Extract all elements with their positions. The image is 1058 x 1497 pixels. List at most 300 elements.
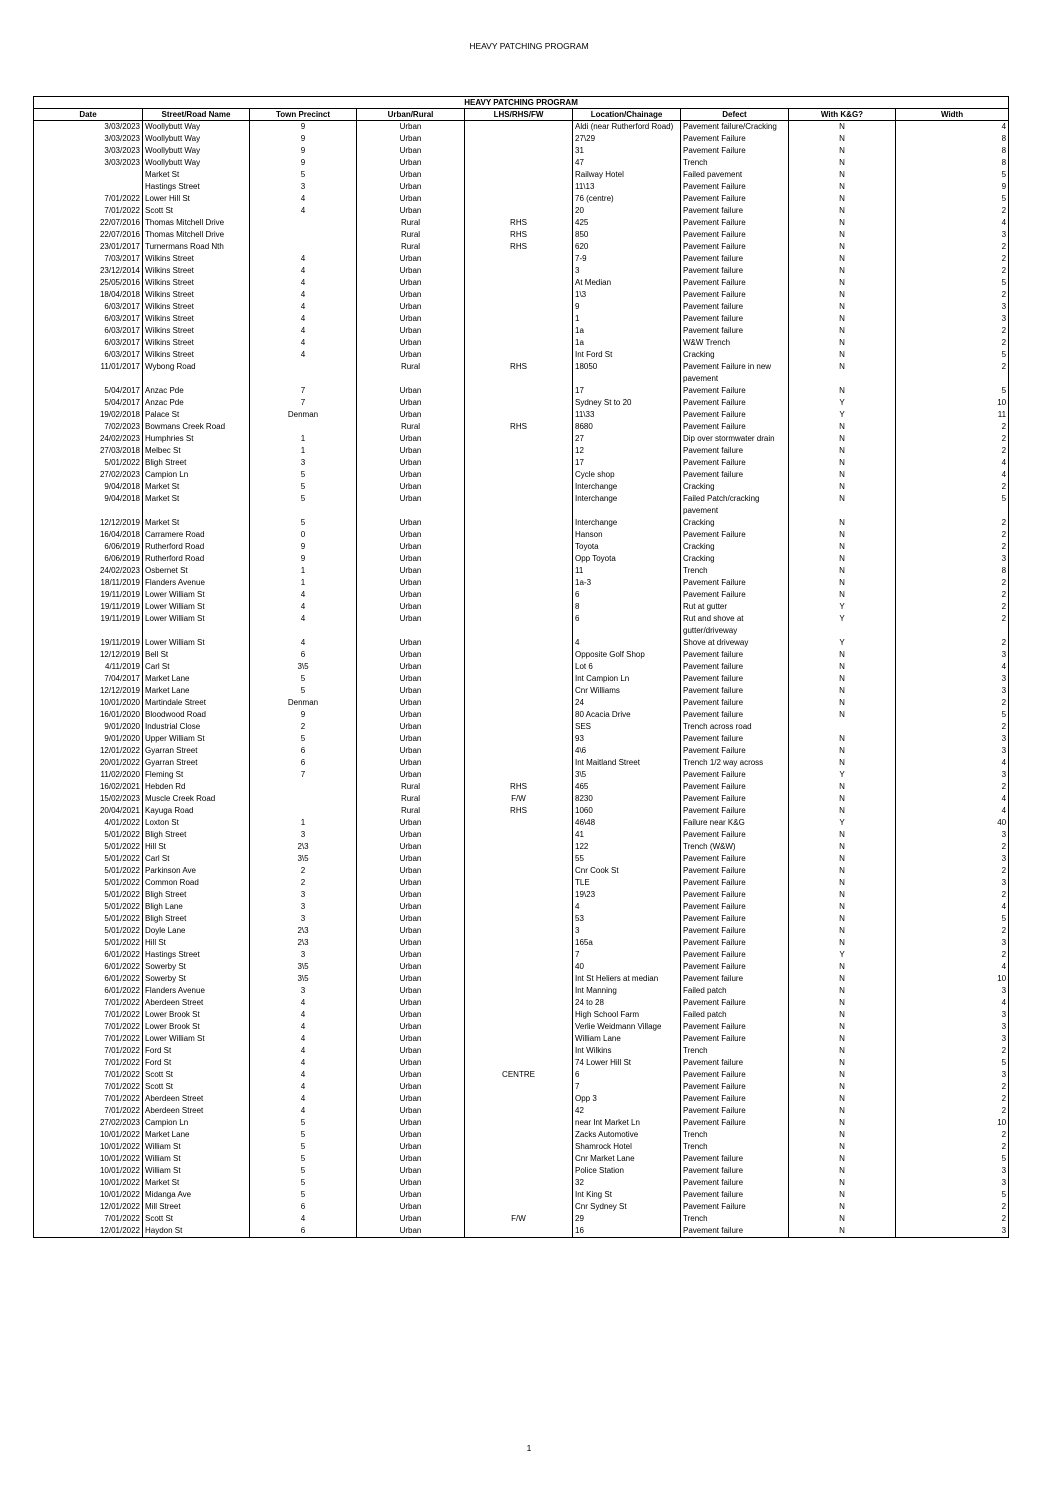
- width-cell: 3: [896, 829, 1009, 841]
- side-cell: [465, 1225, 573, 1238]
- location-cell: Interchange: [573, 517, 681, 529]
- kg-cell: N: [789, 277, 896, 289]
- location-cell: 1: [573, 313, 681, 325]
- urban-rural-cell: Urban: [357, 1069, 465, 1081]
- width-cell: 2: [896, 529, 1009, 541]
- width-cell: 2: [896, 577, 1009, 589]
- side-cell: [465, 553, 573, 565]
- location-cell: 122: [573, 841, 681, 853]
- street-cell: Campion Ln: [143, 469, 250, 481]
- width-cell: 3: [896, 1033, 1009, 1045]
- location-cell: Cnr Cook St: [573, 865, 681, 877]
- side-cell: RHS: [465, 229, 573, 241]
- defect-cell: Failed patch: [681, 1009, 789, 1021]
- location-cell: 1a: [573, 325, 681, 337]
- date-cell: 27/02/2023: [34, 1117, 143, 1129]
- street-cell: Market St: [143, 493, 250, 517]
- width-cell: 2: [896, 1105, 1009, 1117]
- precinct-cell: 2: [250, 877, 357, 889]
- location-cell: Verlie Weidmann Village: [573, 1021, 681, 1033]
- street-cell: Wilkins Street: [143, 253, 250, 265]
- width-cell: 3: [896, 313, 1009, 325]
- urban-rural-cell: Urban: [357, 1081, 465, 1093]
- kg-cell: N: [789, 1129, 896, 1141]
- precinct-cell: 6: [250, 757, 357, 769]
- kg-cell: N: [789, 1225, 896, 1238]
- defect-cell: Pavement Failure: [681, 217, 789, 229]
- defect-cell: Pavement Failure: [681, 1201, 789, 1213]
- kg-cell: N: [789, 1021, 896, 1033]
- side-cell: [465, 1117, 573, 1129]
- width-cell: 2: [896, 1201, 1009, 1213]
- width-cell: 2: [896, 889, 1009, 901]
- column-header: LHS/RHS/FW: [465, 109, 573, 121]
- width-cell: 3: [896, 1021, 1009, 1033]
- width-cell: 2: [896, 1093, 1009, 1105]
- width-cell: 3: [896, 1177, 1009, 1189]
- location-cell: William Lane: [573, 1033, 681, 1045]
- precinct-cell: 4: [250, 1105, 357, 1117]
- urban-rural-cell: Urban: [357, 469, 465, 481]
- location-cell: 42: [573, 1105, 681, 1117]
- defect-cell: Pavement failure: [681, 649, 789, 661]
- location-cell: 24: [573, 697, 681, 709]
- location-cell: 8680: [573, 421, 681, 433]
- street-cell: Bligh Lane: [143, 901, 250, 913]
- kg-cell: N: [789, 1141, 896, 1153]
- street-cell: Scott St: [143, 1069, 250, 1081]
- kg-cell: N: [789, 937, 896, 949]
- side-cell: [465, 661, 573, 673]
- table-row: [34, 1093, 1009, 1105]
- defect-cell: Cracking: [681, 349, 789, 361]
- width-cell: 4: [896, 457, 1009, 469]
- table-row: [34, 637, 1009, 649]
- defect-cell: Pavement Failure: [681, 421, 789, 433]
- urban-rural-cell: Urban: [357, 1189, 465, 1201]
- kg-cell: N: [789, 217, 896, 229]
- side-cell: [465, 961, 573, 973]
- defect-cell: Pavement Failure: [681, 949, 789, 961]
- table-row: [34, 865, 1009, 877]
- kg-cell: N: [789, 685, 896, 697]
- table-row: [34, 433, 1009, 445]
- precinct-cell: 4: [250, 601, 357, 613]
- urban-rural-cell: Rural: [357, 217, 465, 229]
- defect-cell: Pavement Failure: [681, 805, 789, 817]
- street-cell: Wybong Road: [143, 361, 250, 385]
- urban-rural-cell: Urban: [357, 325, 465, 337]
- side-cell: [465, 313, 573, 325]
- precinct-cell: 5: [250, 169, 357, 181]
- side-cell: [465, 565, 573, 577]
- date-cell: 7/01/2022: [34, 1081, 143, 1093]
- urban-rural-cell: Rural: [357, 421, 465, 433]
- date-cell: 6/03/2017: [34, 301, 143, 313]
- precinct-cell: 4: [250, 349, 357, 361]
- location-cell: 40: [573, 961, 681, 973]
- urban-rural-cell: Urban: [357, 721, 465, 733]
- location-cell: 1a-3: [573, 577, 681, 589]
- location-cell: Opp Toyota: [573, 553, 681, 565]
- side-cell: [465, 877, 573, 889]
- side-cell: [465, 949, 573, 961]
- width-cell: 4: [896, 805, 1009, 817]
- location-cell: Aldi (near Rutherford Road): [573, 121, 681, 134]
- location-cell: At Median: [573, 277, 681, 289]
- precinct-cell: 5: [250, 673, 357, 685]
- date-cell: 10/01/2022: [34, 1189, 143, 1201]
- location-cell: 4: [573, 901, 681, 913]
- date-cell: 4/11/2019: [34, 661, 143, 673]
- width-cell: 5: [896, 1153, 1009, 1165]
- defect-cell: Pavement Failure: [681, 781, 789, 793]
- width-cell: 3: [896, 301, 1009, 313]
- precinct-cell: 7: [250, 385, 357, 397]
- side-cell: [465, 733, 573, 745]
- column-header: Date: [34, 109, 143, 121]
- defect-cell: Trench: [681, 1141, 789, 1153]
- kg-cell: N: [789, 1189, 896, 1201]
- location-cell: 11\13: [573, 181, 681, 193]
- street-cell: Market Lane: [143, 685, 250, 697]
- kg-cell: N: [789, 853, 896, 865]
- kg-cell: N: [789, 1153, 896, 1165]
- street-cell: William St: [143, 1153, 250, 1165]
- precinct-cell: 2: [250, 721, 357, 733]
- location-cell: 29: [573, 1213, 681, 1225]
- table-row: [34, 565, 1009, 577]
- urban-rural-cell: Urban: [357, 1117, 465, 1129]
- side-cell: [465, 673, 573, 685]
- table-row: [34, 733, 1009, 745]
- kg-cell: Y: [789, 613, 896, 637]
- kg-cell: Y: [789, 601, 896, 613]
- precinct-cell: 4: [250, 589, 357, 601]
- defect-cell: Pavement failure: [681, 301, 789, 313]
- urban-rural-cell: Urban: [357, 877, 465, 889]
- location-cell: Hanson: [573, 529, 681, 541]
- kg-cell: N: [789, 973, 896, 985]
- date-cell: 10/01/2022: [34, 1177, 143, 1189]
- date-cell: 23/01/2017: [34, 241, 143, 253]
- urban-rural-cell: Urban: [357, 517, 465, 529]
- side-cell: [465, 541, 573, 553]
- location-cell: 17: [573, 385, 681, 397]
- column-header: Width: [896, 109, 1009, 121]
- urban-rural-cell: Urban: [357, 1009, 465, 1021]
- date-cell: 5/04/2017: [34, 397, 143, 409]
- precinct-cell: 1: [250, 817, 357, 829]
- defect-cell: Pavement failure: [681, 1177, 789, 1189]
- table-row: [34, 1081, 1009, 1093]
- street-cell: Lower Hill St: [143, 193, 250, 205]
- kg-cell: N: [789, 337, 896, 349]
- width-cell: 4: [896, 757, 1009, 769]
- location-cell: Int Wilkins: [573, 1045, 681, 1057]
- location-cell: 4\6: [573, 745, 681, 757]
- date-cell: 12/01/2022: [34, 745, 143, 757]
- kg-cell: N: [789, 193, 896, 205]
- width-cell: 3: [896, 673, 1009, 685]
- street-cell: Thomas Mitchell Drive: [143, 217, 250, 229]
- date-cell: 5/01/2022: [34, 457, 143, 469]
- urban-rural-cell: Urban: [357, 613, 465, 637]
- width-cell: 5: [896, 385, 1009, 397]
- location-cell: Interchange: [573, 481, 681, 493]
- defect-cell: Pavement Failure: [681, 577, 789, 589]
- urban-rural-cell: Urban: [357, 985, 465, 997]
- precinct-cell: [250, 241, 357, 253]
- width-cell: 3: [896, 745, 1009, 757]
- precinct-cell: 9: [250, 121, 357, 134]
- precinct-cell: 3\5: [250, 961, 357, 973]
- defect-cell: Cracking: [681, 541, 789, 553]
- precinct-cell: 5: [250, 1189, 357, 1201]
- precinct-cell: 2\3: [250, 937, 357, 949]
- location-cell: Int Ford St: [573, 349, 681, 361]
- date-cell: 7/01/2022: [34, 1069, 143, 1081]
- precinct-cell: 4: [250, 1213, 357, 1225]
- date-cell: 7/01/2022: [34, 1009, 143, 1021]
- table-title: HEAVY PATCHING PROGRAM: [34, 97, 1009, 109]
- table-row: [34, 313, 1009, 325]
- urban-rural-cell: Urban: [357, 493, 465, 517]
- width-cell: 10: [896, 973, 1009, 985]
- table-row: [34, 793, 1009, 805]
- urban-rural-cell: Urban: [357, 997, 465, 1009]
- street-cell: Muscle Creek Road: [143, 793, 250, 805]
- location-cell: Shamrock Hotel: [573, 1141, 681, 1153]
- location-cell: Railway Hotel: [573, 169, 681, 181]
- defect-cell: Pavement Failure: [681, 145, 789, 157]
- side-cell: [465, 1021, 573, 1033]
- urban-rural-cell: Urban: [357, 1105, 465, 1117]
- street-cell: Woollybutt Way: [143, 157, 250, 169]
- side-cell: [465, 685, 573, 697]
- table-row: [34, 1189, 1009, 1201]
- street-cell: Doyle Lane: [143, 925, 250, 937]
- defect-cell: Pavement Failure in new pavement: [681, 361, 789, 385]
- defect-cell: Pavement Failure: [681, 1021, 789, 1033]
- date-cell: 9/04/2018: [34, 493, 143, 517]
- side-cell: [465, 397, 573, 409]
- date-cell: 19/11/2019: [34, 589, 143, 601]
- side-cell: [465, 769, 573, 781]
- date-cell: 6/01/2022: [34, 973, 143, 985]
- width-cell: 3: [896, 853, 1009, 865]
- side-cell: [465, 757, 573, 769]
- date-cell: 6/03/2017: [34, 325, 143, 337]
- defect-cell: Trench across road: [681, 721, 789, 733]
- width-cell: 3: [896, 877, 1009, 889]
- kg-cell: N: [789, 985, 896, 997]
- side-cell: [465, 925, 573, 937]
- street-cell: Wilkins Street: [143, 289, 250, 301]
- table-row: [34, 529, 1009, 541]
- location-cell: 46\48: [573, 817, 681, 829]
- table-row: [34, 913, 1009, 925]
- urban-rural-cell: Urban: [357, 973, 465, 985]
- defect-cell: Pavement Failure: [681, 937, 789, 949]
- table-row: [34, 289, 1009, 301]
- kg-cell: N: [789, 1009, 896, 1021]
- width-cell: 2: [896, 949, 1009, 961]
- defect-cell: Trench 1/2 way across: [681, 757, 789, 769]
- defect-cell: Trench: [681, 157, 789, 169]
- defect-cell: Dip over stormwater drain: [681, 433, 789, 445]
- kg-cell: N: [789, 325, 896, 337]
- width-cell: 3: [896, 1165, 1009, 1177]
- urban-rural-cell: Rural: [357, 241, 465, 253]
- kg-cell: N: [789, 385, 896, 397]
- location-cell: 465: [573, 781, 681, 793]
- location-cell: 8230: [573, 793, 681, 805]
- street-cell: Aberdeen Street: [143, 1105, 250, 1117]
- date-cell: 7/03/2017: [34, 253, 143, 265]
- defect-cell: Pavement failure: [681, 1189, 789, 1201]
- defect-cell: Pavement failure: [681, 1153, 789, 1165]
- kg-cell: N: [789, 1165, 896, 1177]
- defect-cell: Pavement Failure: [681, 193, 789, 205]
- date-cell: 19/02/2018: [34, 409, 143, 421]
- street-cell: Wilkins Street: [143, 301, 250, 313]
- defect-cell: Pavement Failure: [681, 745, 789, 757]
- defect-cell: Failure near K&G: [681, 817, 789, 829]
- location-cell: Cycle shop: [573, 469, 681, 481]
- table-row: [34, 229, 1009, 241]
- side-cell: [465, 901, 573, 913]
- precinct-cell: 4: [250, 289, 357, 301]
- date-cell: 5/04/2017: [34, 385, 143, 397]
- width-cell: 8: [896, 145, 1009, 157]
- street-cell: Bligh Street: [143, 829, 250, 841]
- street-cell: William St: [143, 1141, 250, 1153]
- defect-cell: Pavement failure: [681, 1165, 789, 1177]
- location-cell: 11\33: [573, 409, 681, 421]
- street-cell: Lower Brook St: [143, 1021, 250, 1033]
- urban-rural-cell: Urban: [357, 757, 465, 769]
- street-cell: Wilkins Street: [143, 325, 250, 337]
- date-cell: 5/01/2022: [34, 829, 143, 841]
- table-row: [34, 721, 1009, 733]
- kg-cell: N: [789, 301, 896, 313]
- kg-cell: N: [789, 1213, 896, 1225]
- location-cell: 620: [573, 241, 681, 253]
- urban-rural-cell: Urban: [357, 901, 465, 913]
- urban-rural-cell: Urban: [357, 409, 465, 421]
- defect-cell: Cracking: [681, 517, 789, 529]
- width-cell: 40: [896, 817, 1009, 829]
- precinct-cell: 3: [250, 913, 357, 925]
- kg-cell: N: [789, 481, 896, 493]
- defect-cell: Pavement Failure: [681, 1093, 789, 1105]
- date-cell: 10/01/2020: [34, 697, 143, 709]
- table-row: [34, 853, 1009, 865]
- location-cell: TLE: [573, 877, 681, 889]
- table-row: [34, 397, 1009, 409]
- side-cell: [465, 337, 573, 349]
- precinct-cell: 5: [250, 1129, 357, 1141]
- table-row: [34, 241, 1009, 253]
- precinct-cell: 1: [250, 433, 357, 445]
- table-row: [34, 1213, 1009, 1225]
- precinct-cell: 7: [250, 769, 357, 781]
- urban-rural-cell: Urban: [357, 145, 465, 157]
- width-cell: 2: [896, 481, 1009, 493]
- table-row: [34, 325, 1009, 337]
- side-cell: [465, 493, 573, 517]
- date-cell: 22/07/2016: [34, 217, 143, 229]
- kg-cell: N: [789, 553, 896, 565]
- urban-rural-cell: Urban: [357, 649, 465, 661]
- date-cell: 5/01/2022: [34, 889, 143, 901]
- precinct-cell: 6: [250, 745, 357, 757]
- street-cell: Melbec St: [143, 445, 250, 457]
- urban-rural-cell: Urban: [357, 601, 465, 613]
- kg-cell: N: [789, 493, 896, 517]
- width-cell: 5: [896, 1057, 1009, 1069]
- urban-rural-cell: Urban: [357, 577, 465, 589]
- location-cell: 12: [573, 445, 681, 457]
- width-cell: 3: [896, 733, 1009, 745]
- kg-cell: N: [789, 541, 896, 553]
- urban-rural-cell: Urban: [357, 181, 465, 193]
- urban-rural-cell: Urban: [357, 565, 465, 577]
- precinct-cell: 9: [250, 145, 357, 157]
- table-row: [34, 649, 1009, 661]
- location-cell: 850: [573, 229, 681, 241]
- urban-rural-cell: Urban: [357, 817, 465, 829]
- width-cell: 3: [896, 769, 1009, 781]
- precinct-cell: 4: [250, 1093, 357, 1105]
- location-cell: SES: [573, 721, 681, 733]
- location-cell: Cnr Williams: [573, 685, 681, 697]
- width-cell: 3: [896, 1069, 1009, 1081]
- side-cell: [465, 589, 573, 601]
- table-row: [34, 385, 1009, 397]
- defect-cell: Pavement Failure: [681, 865, 789, 877]
- defect-cell: Pavement Failure: [681, 181, 789, 193]
- date-cell: 3/03/2023: [34, 145, 143, 157]
- defect-cell: Pavement Failure: [681, 889, 789, 901]
- width-cell: 3: [896, 985, 1009, 997]
- precinct-cell: 2: [250, 865, 357, 877]
- street-cell: Hastings Street: [143, 181, 250, 193]
- column-header: Street/Road Name: [143, 109, 250, 121]
- width-cell: 5: [896, 277, 1009, 289]
- urban-rural-cell: Urban: [357, 277, 465, 289]
- street-cell: Lower William St: [143, 589, 250, 601]
- urban-rural-cell: Urban: [357, 913, 465, 925]
- urban-rural-cell: Urban: [357, 157, 465, 169]
- defect-cell: Pavement failure/Cracking: [681, 121, 789, 134]
- date-cell: 18/04/2018: [34, 289, 143, 301]
- side-cell: [465, 409, 573, 421]
- kg-cell: N: [789, 805, 896, 817]
- location-cell: 20: [573, 205, 681, 217]
- width-cell: 5: [896, 349, 1009, 361]
- side-cell: [465, 205, 573, 217]
- side-cell: [465, 385, 573, 397]
- precinct-cell: 4: [250, 1033, 357, 1045]
- date-cell: 7/01/2022: [34, 1057, 143, 1069]
- street-cell: Market St: [143, 517, 250, 529]
- urban-rural-cell: Urban: [357, 553, 465, 565]
- street-cell: Flanders Avenue: [143, 985, 250, 997]
- location-cell: 165a: [573, 937, 681, 949]
- precinct-cell: 4: [250, 301, 357, 313]
